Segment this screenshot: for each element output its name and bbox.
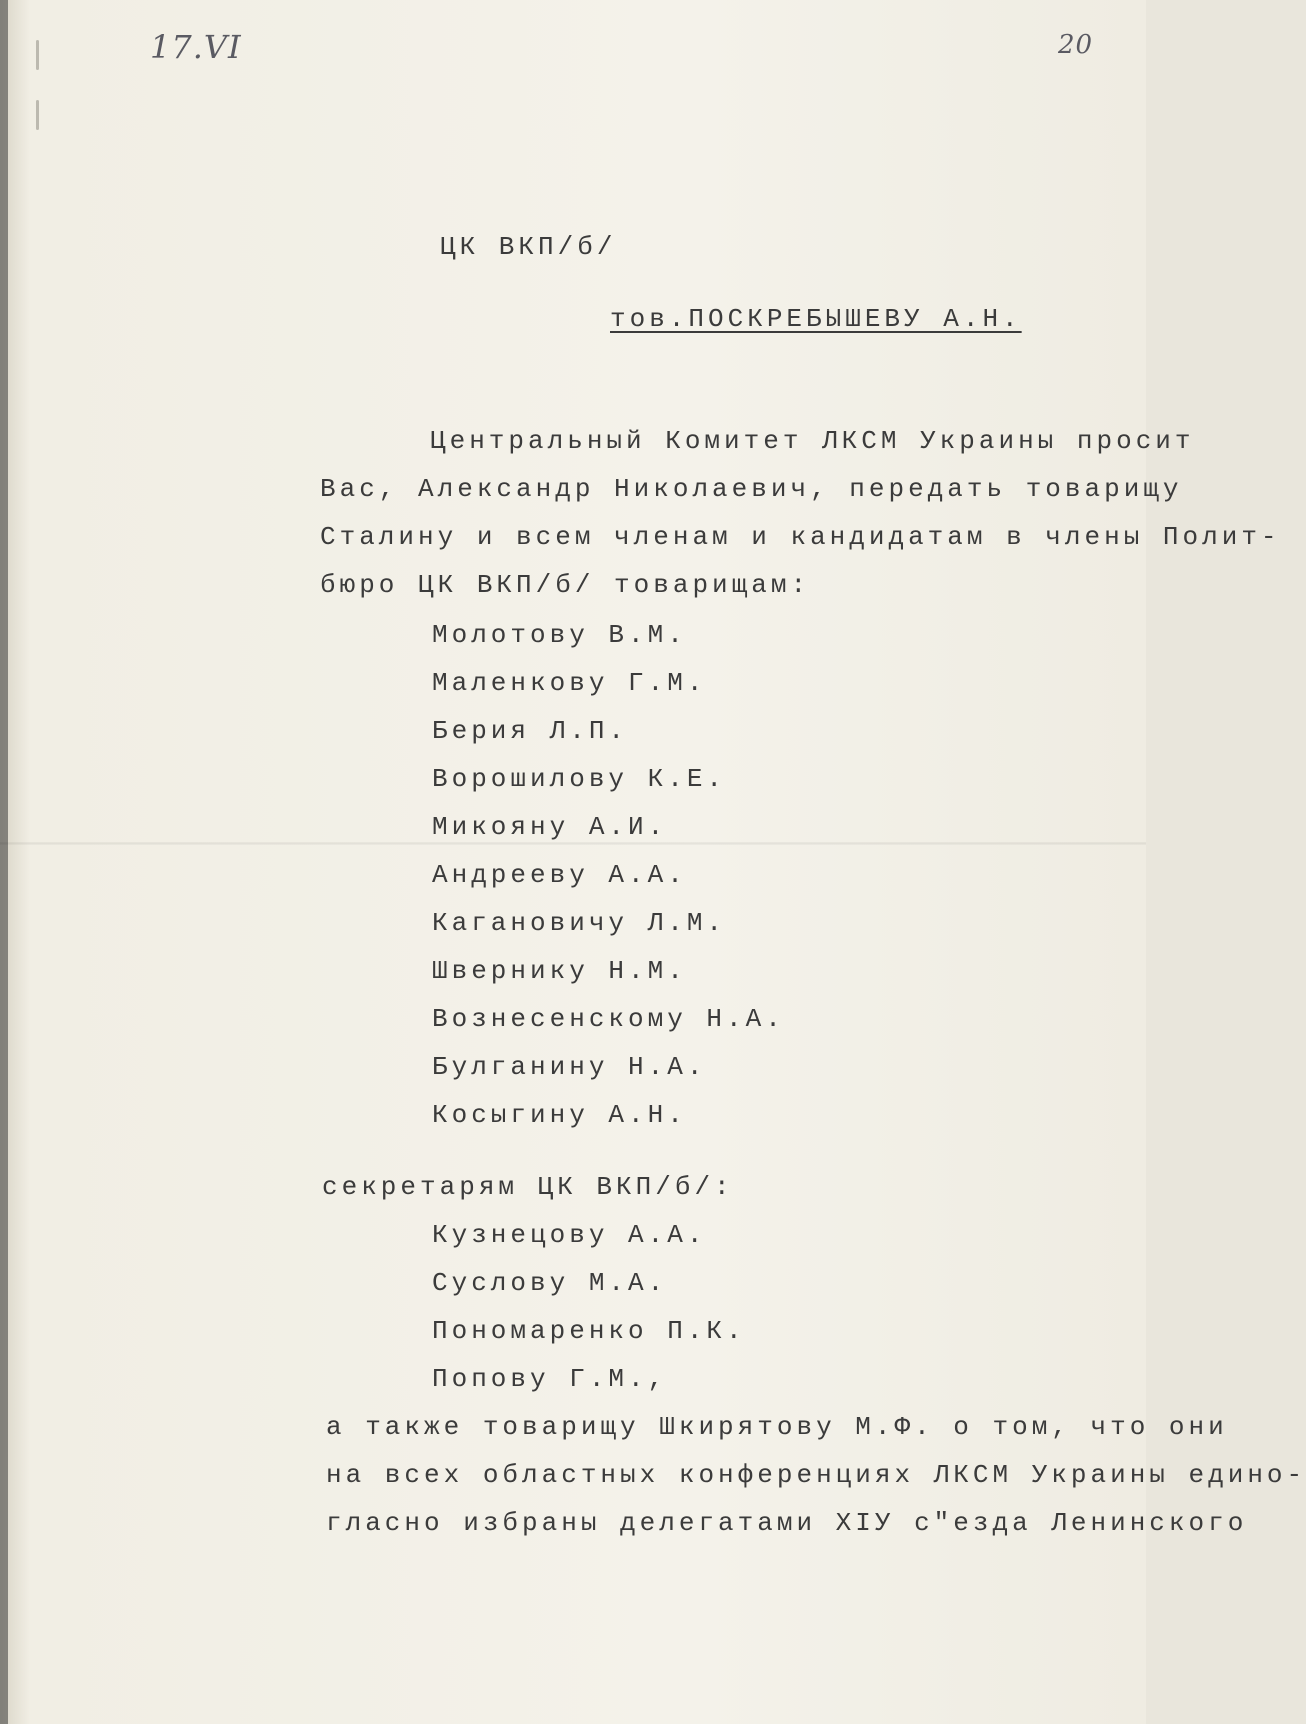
- secretary: Кузнецову А.А.: [432, 1220, 707, 1250]
- politburo-member: Вознесенскому Н.А.: [432, 1004, 785, 1034]
- politburo-member: Маленкову Г.М.: [432, 668, 707, 698]
- punch-mark: [36, 100, 39, 130]
- addressee-person: тов.ПОСКРЕБЫШЕВУ А.Н.: [610, 304, 1022, 334]
- secretary: Суслову М.А.: [432, 1268, 668, 1298]
- politburo-member: Булганину Н.А.: [432, 1052, 707, 1082]
- paper-fold: [0, 842, 1146, 845]
- page-edge-shadow: [0, 0, 8, 1724]
- handwritten-date-note: 17.VI: [150, 28, 242, 66]
- punch-mark: [36, 40, 39, 70]
- politburo-member: Швернику Н.М.: [432, 956, 687, 986]
- body-line: Центральный Комитет ЛКСМ Украины просит: [430, 426, 1195, 456]
- politburo-member: Кагановичу Л.М.: [432, 908, 727, 938]
- addressee-org: ЦК ВКП/б/: [440, 232, 617, 262]
- secretary: Пономаренко П.К.: [432, 1316, 746, 1346]
- politburo-member: Косыгину А.Н.: [432, 1100, 687, 1130]
- secretary: Попову Г.М.,: [432, 1364, 668, 1394]
- closing-line: на всех областных конференциях ЛКСМ Украины едино-: [326, 1460, 1306, 1490]
- politburo-member: Берия Л.П.: [432, 716, 629, 746]
- politburo-member: Андрееву А.А.: [432, 860, 687, 890]
- politburo-member: Молотову В.М.: [432, 620, 687, 650]
- body-line: Сталину и всем членам и кандидатам в члены Полит-: [320, 522, 1281, 552]
- closing-line: а также товарищу Шкирятову М.Ф. о том, что они: [326, 1412, 1228, 1442]
- closing-line: гласно избраны делегатами XIУ с"езда Ленинского: [326, 1508, 1248, 1538]
- handwritten-page-number: 20: [1058, 30, 1094, 60]
- body-line: Вас, Александр Николаевич, передать товарищу: [320, 474, 1183, 504]
- politburo-member: Ворошилову К.Е.: [432, 764, 727, 794]
- body-line: бюро ЦК ВКП/б/ товарищам:: [320, 570, 811, 600]
- secretaries-intro: секретарям ЦК ВКП/б/:: [322, 1172, 734, 1202]
- politburo-member: Микояну А.И.: [432, 812, 668, 842]
